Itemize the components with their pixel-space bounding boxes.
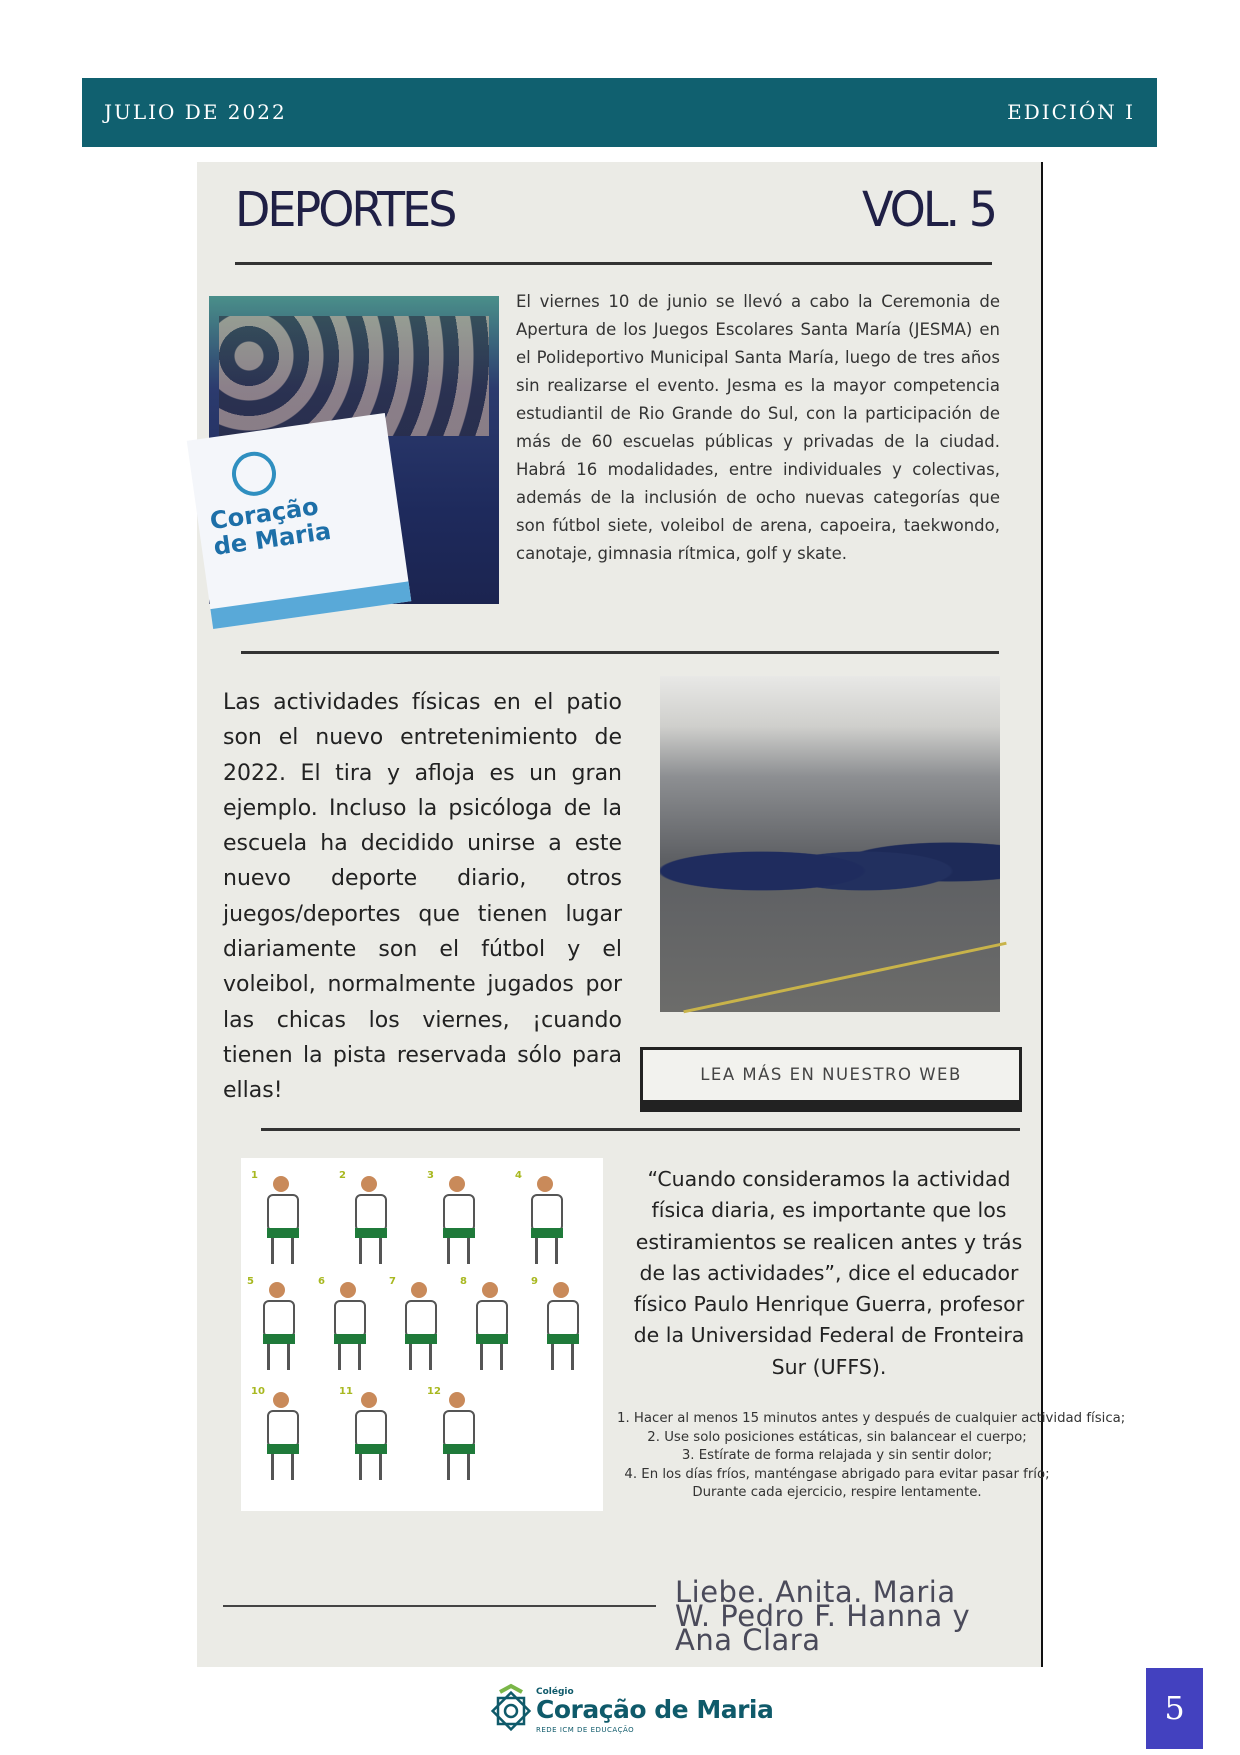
stretch-number: 5 bbox=[247, 1276, 254, 1287]
stretch-number: 8 bbox=[460, 1276, 467, 1287]
divider bbox=[241, 651, 999, 654]
tip-item: Durante cada ejercicio, respire lentamente. bbox=[692, 1485, 982, 1501]
stretch-figure bbox=[531, 1276, 593, 1376]
stretch-figure bbox=[318, 1276, 380, 1376]
stretch-number: 1 bbox=[251, 1170, 258, 1181]
stretch-figure bbox=[247, 1276, 309, 1376]
stretch-number: 11 bbox=[339, 1386, 353, 1397]
flag-text: Coração de Maria bbox=[208, 492, 333, 561]
stretch-number: 9 bbox=[531, 1276, 538, 1287]
students-photo bbox=[209, 296, 499, 604]
stretch-number: 4 bbox=[515, 1170, 522, 1181]
stretch-number: 3 bbox=[427, 1170, 434, 1181]
stretch-figure bbox=[339, 1170, 401, 1270]
divider bbox=[261, 1128, 1020, 1131]
stretch-figure bbox=[427, 1386, 489, 1486]
article-patio-text: Las actividades físicas en el patio son el nuevo entretenimiento de 2022. El tira y afloja es un gran ejemplo. Incluso la psicóloga de la escuela ha decidido unirse a este nuevo deporte diario, otros juegos/deportes que tienen lugar diariamente son el fútbol y el voleibol, normalmente jugados por las chicas los viernes, ¡cuando tienen la pista reservada sólo para ellas! bbox=[223, 690, 622, 1104]
article-ceremony-text: El viernes 10 de junio se llevó a cabo la Ceremonia de Apertura de los Juegos Escolares Santa María (JESMA) en el Polideportivo Municipal Santa María, luego de tres años sin realizarse el evento. Jesma es la mayor competencia estudiantil de Rio Grande do Sul, con la participación de más de 60 escuelas públicas y privadas de la ciudad. Habrá 16 modalidades, entre individuales y colectivas, además de la inclusión de ocho nuevas categorías que son fútbol siete, voleibol de arena, capoeira, taekwondo, canotaje, gimnasia rítmica, golf y skate. bbox=[516, 292, 1000, 563]
stretch-number: 10 bbox=[251, 1386, 265, 1397]
stretch-figure bbox=[389, 1276, 451, 1376]
divider bbox=[235, 262, 992, 265]
logo-name: Coração de Maria bbox=[536, 1695, 774, 1724]
stretch-figure bbox=[460, 1276, 522, 1376]
header-bar bbox=[82, 78, 1157, 147]
logo-small-text: Colégio bbox=[536, 1687, 574, 1697]
stretch-figure bbox=[251, 1386, 313, 1486]
tip-item: 4. En los días fríos, manténgase abrigado para evitar pasar frío; bbox=[624, 1466, 1050, 1482]
stretch-figure bbox=[339, 1386, 401, 1486]
stretch-number: 7 bbox=[389, 1276, 396, 1287]
authors: Liebe. Anita. Maria W. Pedro F. Hanna y Ana Clara bbox=[675, 1575, 971, 1657]
section-title: DEPORTES bbox=[235, 180, 455, 238]
stretch-figure bbox=[427, 1170, 489, 1270]
stretch-figure bbox=[515, 1170, 577, 1270]
tug-of-war-photo bbox=[660, 676, 1000, 1012]
page-number: 5 bbox=[1146, 1668, 1203, 1749]
quote-text: “Cuando consideramos la actividad física diaria, es importante que los estiramientos se realicen antes y trás de las actividades”, dice el educador físico Paulo Henrique Guerra, profesor de la Universidad Federal de Fronteira Sur (UFFS). bbox=[633, 1167, 1025, 1379]
edition-label: EDICIÓN I bbox=[1007, 100, 1135, 124]
tip-item: 1. Hacer al menos 15 minutos antes y después de cualquier actividad física; bbox=[617, 1411, 1126, 1426]
stretching-illustration bbox=[241, 1158, 603, 1511]
sports-page bbox=[197, 162, 1126, 1667]
stretch-number: 6 bbox=[318, 1276, 325, 1287]
tip-item: 3. Estírate de forma relajada y sin sentir dolor; bbox=[681, 1448, 993, 1464]
stretch-number: 2 bbox=[339, 1170, 346, 1181]
volume-label: VOL. 5 bbox=[861, 180, 995, 238]
stretch-figure bbox=[251, 1170, 313, 1270]
tip-item: 2. Use solo posiciones estáticas, sin balancear el cuerpo; bbox=[647, 1429, 1027, 1445]
stretching-tips bbox=[617, 1410, 1126, 1503]
read-more-button[interactable]: LEA MÁS EN NUESTRO WEB bbox=[640, 1047, 1022, 1112]
logo-icon bbox=[229, 449, 279, 499]
star-logo-icon bbox=[490, 1684, 532, 1734]
logo-subtitle: REDE ICM DE EDUCAÇÃO bbox=[536, 1726, 635, 1734]
signature-line bbox=[223, 1605, 656, 1607]
issue-date: JULIO DE 2022 bbox=[104, 100, 287, 124]
stretch-number: 12 bbox=[427, 1386, 441, 1397]
school-flag bbox=[187, 413, 411, 629]
